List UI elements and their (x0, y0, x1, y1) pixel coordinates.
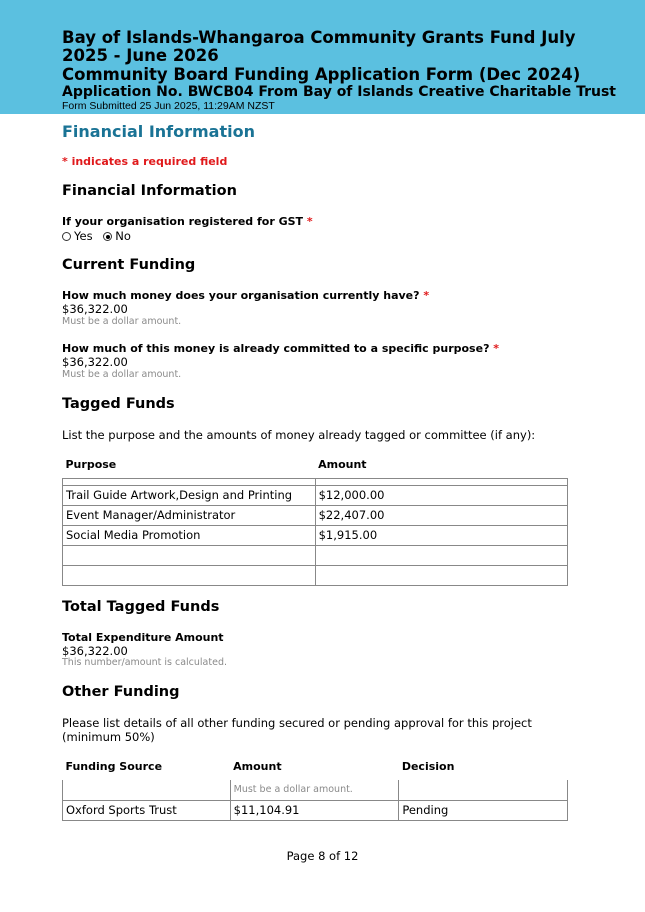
purpose-cell: Social Media Promotion (63, 525, 316, 545)
required-field-note: * indicates a required field (62, 155, 228, 168)
current-money-question (62, 289, 429, 302)
purpose-cell (63, 565, 316, 585)
gst-option-no-label: No (115, 229, 131, 243)
table-row (63, 800, 568, 820)
funding-source-cell: Oxford Sports Trust (63, 800, 231, 820)
other-funding-intro: Please list details of all other funding secured or pending approval for this project (minimum 50%) (62, 716, 532, 744)
submitted-timestamp: Form Submitted 25 Jun 2025, 11:29AM NZST (62, 100, 275, 112)
tagged-funds-heading: Tagged Funds (62, 396, 175, 412)
purpose-cell: Trail Guide Artwork,Design and Printing (63, 485, 316, 505)
table-row (63, 485, 568, 505)
amount-cell (315, 478, 567, 485)
committed-money-question-label: How much of this money is already committed to a specific purpose? (62, 342, 490, 355)
financial-heading: Financial Information (62, 183, 237, 199)
table-header-row (63, 760, 568, 780)
amount-cell (315, 545, 567, 565)
grant-fund-title: Bay of Islands-Whangaroa Community Grants Fund July 2025 - June 2026 (62, 28, 576, 65)
page-number: Page 8 of 12 (286, 849, 359, 863)
amount-cell: $11,104.91 (230, 800, 399, 820)
form-title: Community Board Funding Application Form (Dec 2024) (62, 65, 581, 84)
application-number: Application No. BWCB04 From Bay of Islands Creative Charitable Trust (62, 84, 616, 100)
table-row (63, 478, 568, 485)
purpose-cell: Event Manager/Administrator (63, 505, 316, 525)
amount-cell: $22,407.00 (315, 505, 567, 525)
total-expenditure-hint: This number/amount is calculated. (62, 657, 228, 668)
purpose-cell (63, 478, 316, 485)
committed-money-hint: Must be a dollar amount. (62, 369, 182, 380)
required-marker: * (423, 289, 430, 302)
table-row (63, 525, 568, 545)
purpose-cell (63, 545, 316, 565)
table-header-row (63, 458, 568, 478)
required-marker: * (493, 342, 500, 355)
page-section-title: Financial Information (62, 122, 255, 141)
column-header-amount: Amount (318, 458, 367, 471)
tagged-funds-intro: List the purpose and the amounts of money already tagged or committee (if any): (62, 428, 536, 442)
radio-checked-icon[interactable] (103, 232, 112, 241)
column-header-decision: Decision (401, 760, 455, 773)
committed-money-question (62, 342, 499, 355)
form-header (0, 0, 645, 114)
amount-cell: $12,000.00 (315, 485, 567, 505)
total-tagged-heading: Total Tagged Funds (62, 599, 220, 615)
table-row (63, 565, 568, 585)
tagged-funds-table (62, 458, 568, 586)
table-row (63, 545, 568, 565)
other-funding-heading: Other Funding (62, 684, 180, 700)
table-row (63, 505, 568, 525)
current-money-value: $36,322.00 (62, 302, 128, 316)
decision-hint-cell (399, 780, 568, 800)
gst-option-no[interactable] (103, 229, 131, 243)
column-header-purpose: Purpose (65, 458, 117, 471)
current-money-question-label: How much money does your organisation currently have? (62, 289, 420, 302)
funding-source-hint-cell (63, 780, 231, 800)
column-header-amount: Amount (233, 760, 282, 773)
current-funding-heading: Current Funding (62, 257, 196, 273)
amount-hint-cell: Must be a dollar amount. (230, 780, 399, 800)
column-header-funding-source: Funding Source (65, 760, 163, 773)
total-expenditure-value: $36,322.00 (62, 644, 128, 658)
required-marker: * (306, 215, 313, 228)
gst-option-yes[interactable] (62, 229, 93, 243)
amount-cell (315, 565, 567, 585)
gst-question-label: If your organisation registered for GST (62, 215, 304, 228)
gst-option-yes-label: Yes (74, 229, 93, 243)
decision-cell: Pending (399, 800, 568, 820)
current-money-hint: Must be a dollar amount. (62, 316, 182, 327)
amount-cell: $1,915.00 (315, 525, 567, 545)
committed-money-value: $36,322.00 (62, 355, 128, 369)
other-funding-table (62, 760, 568, 821)
table-hint-row (63, 780, 568, 800)
gst-question (62, 215, 313, 228)
gst-radio-group (62, 229, 138, 243)
radio-unchecked-icon[interactable] (62, 232, 71, 241)
total-expenditure-label: Total Expenditure Amount (62, 631, 224, 644)
